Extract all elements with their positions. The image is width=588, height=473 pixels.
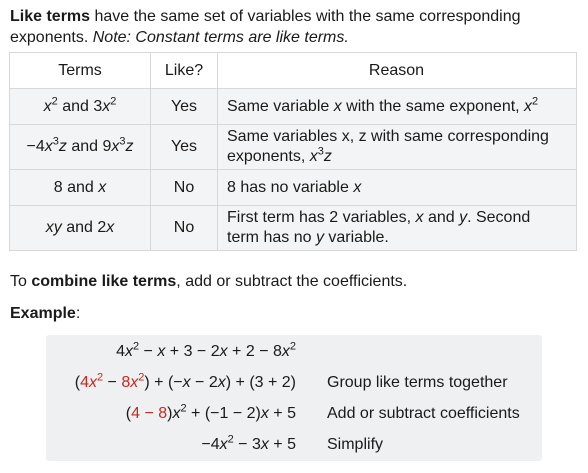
example-label: Example:	[10, 305, 81, 322]
intro-note: Note: Constant terms are like terms.	[92, 29, 349, 46]
terms-cell: 8 and x	[10, 170, 151, 206]
header-reason: Reason	[218, 53, 577, 89]
example-step-1	[46, 340, 542, 365]
reason-cell: Same variables x, z with same corresponding exponents, $x^3z$	[218, 125, 577, 170]
like-cell: Yes	[151, 89, 218, 125]
terms-cell: $x^2$ and $3x^2$	[10, 89, 151, 125]
like-terms-term: Like terms	[10, 8, 91, 25]
table-row	[10, 206, 577, 251]
intro-paragraph	[10, 6, 580, 48]
reason-cell: First term has 2 variables, x and y. Second term has no y variable.	[218, 206, 577, 251]
table-row	[10, 89, 577, 125]
terms-cell: xy and 2x	[10, 206, 151, 251]
example-expression: $4x^2 - x + 3 - 2x + 2 - 8x^2$	[116, 340, 296, 360]
like-cell: Yes	[151, 125, 218, 170]
combine-like-terms-term: combine like terms	[31, 273, 177, 290]
example-expression: $-4x^2 - 3x + 5$	[201, 433, 296, 453]
example-step-4	[46, 433, 542, 458]
example-step-3	[46, 402, 542, 427]
example-box	[46, 335, 542, 461]
terms-cell: $-4x^3z$ and $9x^3z$	[10, 125, 151, 170]
header-like: Like?	[151, 53, 218, 89]
like-cell: No	[151, 206, 218, 251]
intro-text: have the same set of variables with the same corresponding exponents.	[10, 8, 521, 46]
like-cell: No	[151, 170, 218, 206]
header-terms: Terms	[10, 53, 151, 89]
reason-cell: 8 has no variable x	[218, 170, 577, 206]
example-expression: $(4 - 8)x^2 + (-1 - 2)x + 5$	[125, 402, 296, 422]
table-row	[10, 170, 577, 206]
example-note: Add or subtract coefficients	[327, 405, 520, 422]
table-row	[10, 125, 577, 170]
example-note: Simplify	[327, 436, 384, 453]
reason-cell: Same variable x with the same exponent, $x^2$	[218, 89, 577, 125]
example-note: Group like terms together	[327, 374, 508, 391]
table-header-row	[10, 53, 577, 89]
combine-sentence: To combine like terms, add or subtract the coefficients.	[10, 273, 408, 290]
like-terms-table	[9, 52, 577, 251]
example-step-2	[46, 371, 542, 396]
example-expression: $(4x^2 - 8x^2) + (-x - 2x) + (3 + 2)$	[74, 371, 296, 391]
